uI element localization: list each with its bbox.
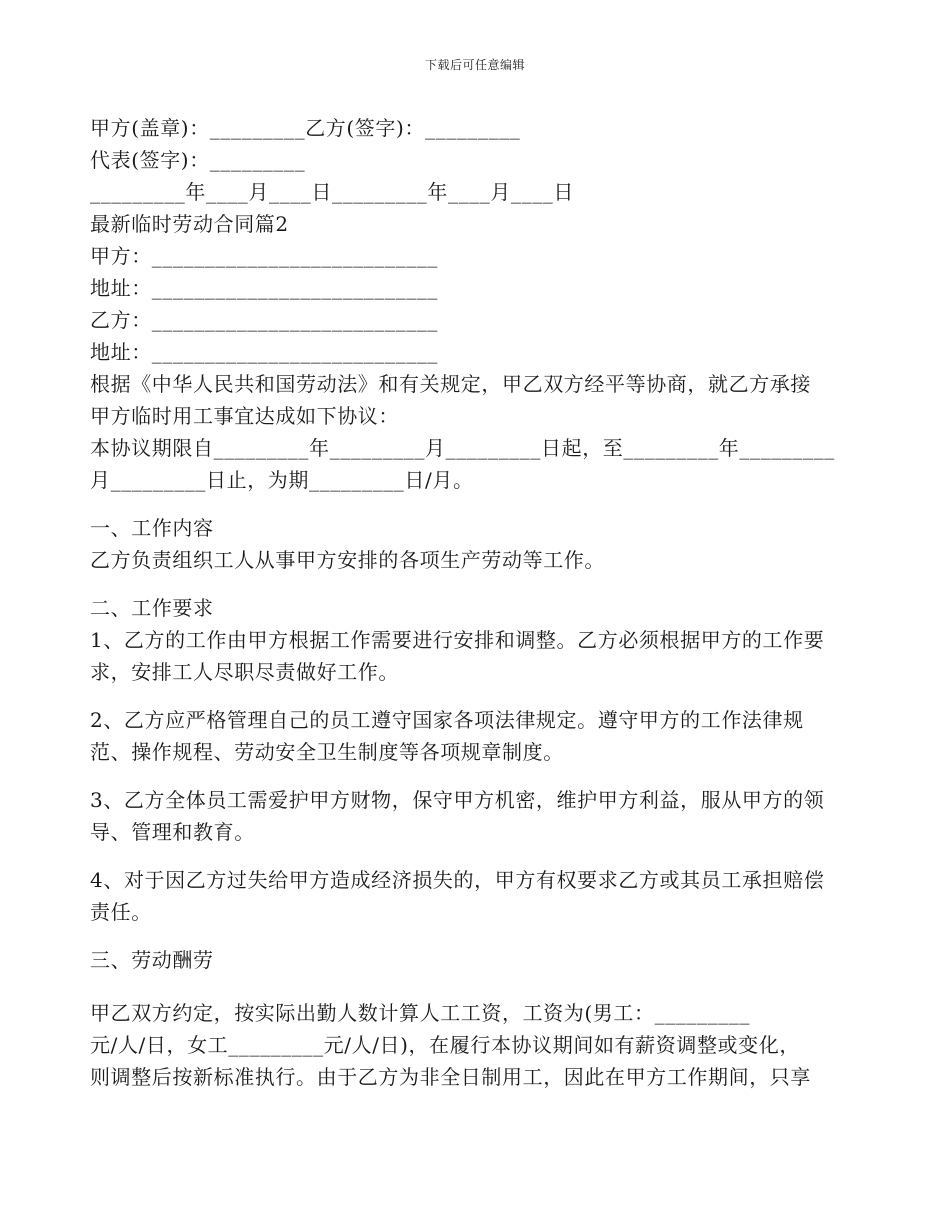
paragraph-line: 范、操作规程、劳动安全卫生制度等各项规章制度。 — [90, 740, 564, 764]
paragraph-line: 元/人/日，女工_________元/人/日)，在履行本协议期间如有薪资调整或变化， — [90, 1033, 800, 1057]
term-line: 月_________日止，为期_________日/月。 — [90, 468, 474, 492]
paragraph-line: 则调整后按新标准执行。由于乙方为非全日制用工，因此在甲方工作期间，只享 — [90, 1065, 811, 1089]
paragraph-line: 4、对于因乙方过失给甲方造成经济损失的，甲方有权要求乙方或其员工承担赔偿 — [90, 868, 825, 892]
signature-line-representative: 代表(签字)：_________ — [90, 148, 306, 172]
preamble-line: 根据《中华人民共和国劳动法》和有关规定，甲乙双方经平等协商，就乙方承接 — [90, 372, 811, 396]
signature-line-party-a-b: 甲方(盖章)：_________乙方(签字)：_________ — [90, 116, 521, 140]
preamble-line: 甲方临时用工事宜达成如下协议： — [90, 404, 399, 428]
paragraph-line: 3、乙方全体员工需爱护甲方财物，保守甲方机密，维护甲方利益，服从甲方的领 — [90, 788, 825, 812]
paragraph-line: 1、乙方的工作由甲方根据工作需要进行安排和调整。乙方必须根据甲方的工作要 — [90, 628, 825, 652]
party-a-address-field: 地址：___________________________ — [90, 276, 438, 300]
page-header: 下载后可任意编辑 — [424, 58, 525, 72]
party-b-address-field: 地址：___________________________ — [90, 340, 438, 364]
party-b-field: 乙方：___________________________ — [90, 308, 438, 332]
section-heading: 三、劳动酬劳 — [90, 948, 214, 972]
term-line: 本协议期限自_________年_________月_________日起，至_________年_________ — [90, 436, 835, 460]
paragraph-line: 导、管理和教育。 — [90, 820, 255, 844]
contract-title: 最新临时劳动合同篇2 — [90, 212, 289, 236]
document-body — [90, 112, 860, 1093]
paragraph-line: 甲乙双方约定，按实际出勤人数计算人工工资，工资为(男工：_________ — [90, 1001, 751, 1025]
paragraph-line: 2、乙方应严格管理自己的员工遵守国家各项法律规定。遵守甲方的工作法律规 — [90, 708, 804, 732]
section-heading: 一、工作内容 — [90, 516, 214, 540]
date-line: _________年____月____日_________年____月____日 — [90, 180, 574, 204]
paragraph-line: 责任。 — [90, 900, 152, 924]
section-heading: 二、工作要求 — [90, 596, 214, 620]
party-a-field: 甲方：___________________________ — [90, 244, 438, 268]
paragraph-line: 乙方负责组织工人从事甲方安排的各项生产劳动等工作。 — [90, 548, 605, 572]
paragraph-line: 求，安排工人尽职尽责做好工作。 — [90, 660, 399, 684]
